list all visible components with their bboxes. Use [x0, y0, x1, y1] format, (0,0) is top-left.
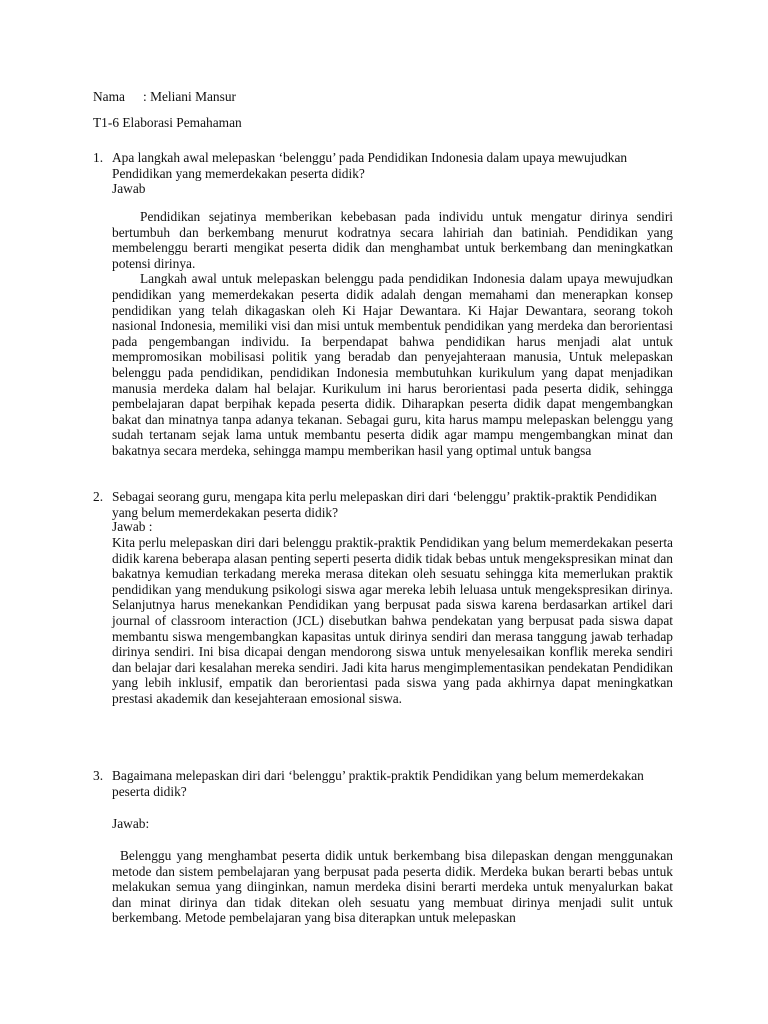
question-1-answer: [112, 209, 673, 459]
question-2-number: 2.: [93, 489, 104, 504]
answer-3-paragraph-1: Belenggu yang menghambat peserta didik untuk berkembang bisa dilepaskan dengan menggunakan metode dan sistem pembelajaran yang berpusat pada peserta didik. Merdeka bukan berarti bebas untuk melakukan semua yang diinginkan, namun merdeka disini berarti merdeka untuk menyalurkan bakat dan minat dirinya dan tidak ditekan oleh sesuatu yang membuat dirinya menjadi sulit untuk berkembang. Metode pembelajaran yang bisa diterapkan untuk melepaskan: [112, 848, 673, 926]
name-value: : Meliani Mansur: [143, 89, 236, 104]
question-1-answer-label: Jawab: [112, 181, 146, 196]
question-1-number: 1.: [93, 150, 104, 165]
question-2-answer: [112, 535, 673, 707]
assignment-subtitle: T1-6 Elaborasi Pemahaman: [93, 115, 242, 130]
answer-1-paragraph-1: Pendidikan sejatinya memberikan kebebasan pada individu untuk mengatur dirinya sendiri bertumbuh dan berkembang menurut kodratnya secara lahiriah dan batiniah. Pendidikan yang membelenggu berarti mengikat peserta didik dan menghambat untuk berkembang dan meningkatkan potensi dirinya.: [112, 209, 673, 271]
question-1-text: Apa langkah awal melepaskan ‘belenggu’ pada Pendidikan Indonesia dalam upaya mewujudkan Pendidikan yang memerdekakan peserta didik?: [112, 150, 628, 181]
answer-2-paragraph-1: Kita perlu melepaskan diri dari belenggu praktik-praktik Pendidikan yang belum memerdekakan peserta didik karena beberapa alasan penting seperti peserta didik tidak bebas untuk mengekspresikan minat dan bakatnya kemudian terkadang mereka merasa ditekan oleh sesuatu sehingga kita memerlukan praktik pendidikan yang mendukung psikologi siswa agar mereka lebih leluasa untuk mengekspresikan dirinya. Selanjutnya harus menekankan Pendidikan yang berpusat pada siswa karena berdasarkan artikel dari journal of classroom interaction (JCL) disebutkan bahwa pendekatan yang berpusat pada siswa dapat membantu siswa mengembangkan kapasitas untuk dirinya sendiri dan merasa tanggung jawab terhadap dirinya sendiri. Ini bisa dicapai dengan mendorong siswa untuk menyelesaikan konflik mereka sendiri dan belajar dari kesalahan mereka sendiri. Jadi kita harus mengimplementasikan pendekatan Pendidikan yang lebih inklusif, empatik dan berorientasi pada siswa yang pada akhirnya dapat meningkatkan prestasi akademik dan kesejahteraan emosional siswa.: [112, 535, 673, 706]
question-2-text: Sebagai seorang guru, mengapa kita perlu melepaskan diri dari ‘belenggu’ praktik-praktik Pendidikan yang belum memerdekakan peserta didik?: [112, 489, 657, 520]
question-3-answer: [112, 848, 673, 926]
name-label: Nama: [93, 89, 125, 104]
question-3-answer-label: Jawab:: [112, 816, 150, 831]
question-2-answer-label: Jawab :: [112, 519, 153, 534]
answer-1-paragraph-2: Langkah awal untuk melepaskan belenggu pada pendidikan Indonesia dalam upaya mewujudkan pendidikan yang memerdekakan peserta didik adalah dengan memahami dan menerapkan konsep pendidikan yang telah dikagaskan oleh Ki Hajar Dewantara. Ki Hajar Dewantara, seorang tokoh nasional Indonesia, memiliki visi dan misi untuk membentuk pendidikan yang merdeka dan berorientasi pada pengembangan individu. Ia berpendapat bahwa pendidikan harus menjadi alat untuk mempromosikan mobilisasi politik yang beradab dan penyejahteraan manusia, Untuk melepaskan belenggu pada pendidikan, pendidikan Indonesia membutuhkan kurikulum yang dapat menjadikan manusia merdeka dalam hal belajar. Kurikulum ini harus berorientasi pada peserta didik, sehingga pembelajaran dapat berpihak kepada peserta didik. Diharapkan peserta didik dapat mengembangkan bakat dan minatnya tanpa adanya tekanan. Sebagai guru, kita harus mampu melepaskan belenggu yang sudah tertanam sejak lama untuk membantu peserta didik agar mampu mengembangkan minat dan bakatnya secara merdeka, sehingga mampu memberikan hasil yang optimal untuk bangsa: [112, 271, 673, 458]
student-name-line: [93, 89, 673, 105]
question-3-text: Bagaimana melepaskan diri dari ‘belenggu’ praktik-praktik Pendidikan yang belum memerdekakan peserta didik?: [112, 768, 644, 799]
question-3-number: 3.: [93, 768, 104, 783]
